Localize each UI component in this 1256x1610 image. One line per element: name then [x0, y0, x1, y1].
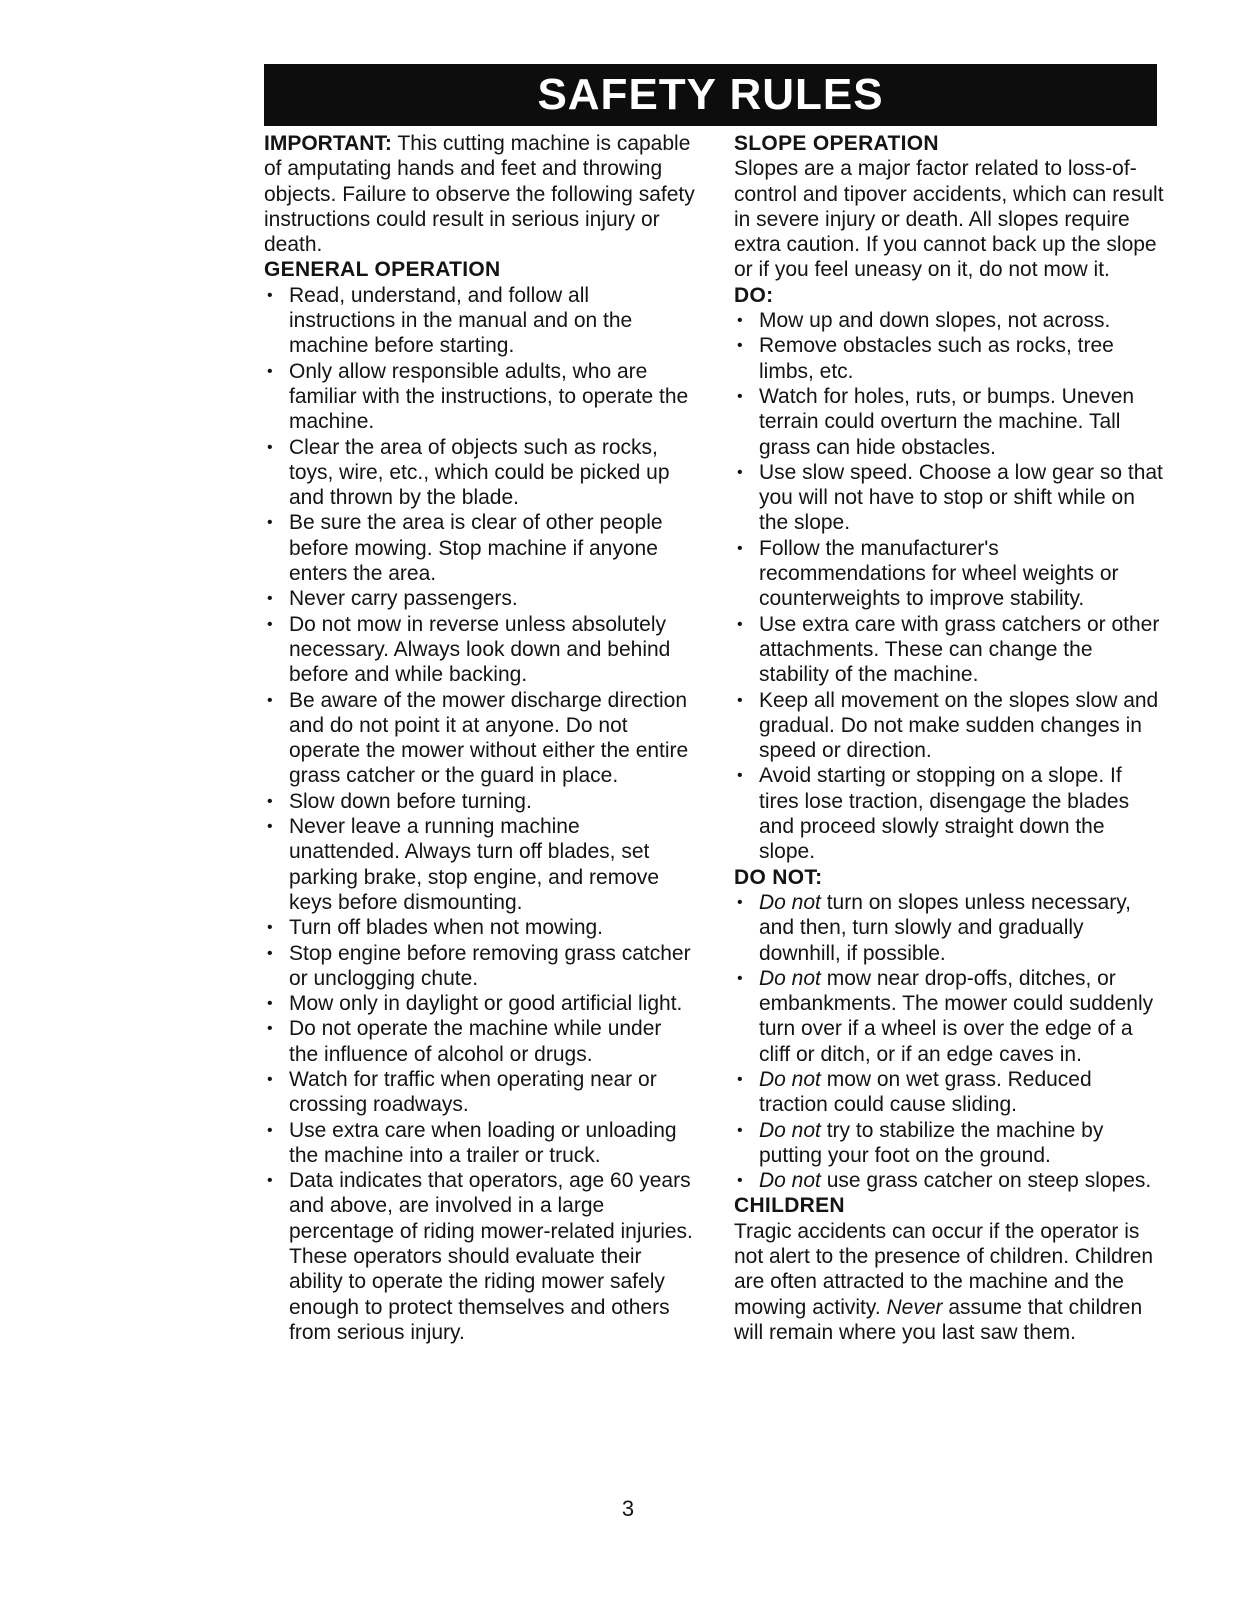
important-label: IMPORTANT: — [264, 132, 392, 155]
list-item-text: use grass catcher on steep slopes. — [820, 1169, 1152, 1193]
children-emphasis: Never — [886, 1295, 943, 1319]
list-item: • Mow up and down slopes, not across. — [734, 308, 1166, 333]
general-operation-list — [264, 283, 696, 1345]
list-item: • Read, understand, and follow all instructions in the manual and on the machine before starting. — [264, 283, 696, 359]
list-item: • Mow only in daylight or good artificial light. — [264, 991, 696, 1016]
important-notice — [264, 131, 696, 257]
list-item: • Use extra care when loading or unloading the machine into a trailer or truck. — [264, 1118, 696, 1169]
list-item: • Remove obstacles such as rocks, tree limbs, etc. — [734, 333, 1166, 384]
list-item-text: try to stabilize the machine by putting your foot on the ground. — [759, 1118, 1104, 1167]
list-item — [734, 1067, 1166, 1118]
children-text — [734, 1219, 1166, 1345]
list-item: • Use extra care with grass catchers or other attachments. These can change the stability of the machine. — [734, 612, 1166, 688]
do-not-emphasis: Do not — [759, 1169, 821, 1193]
important-text: This cutting machine is capable of amputating hands and feet and throwing objects. Failure to observe the following safety instructions could result in serious injury or death. — [264, 132, 695, 257]
list-item: • Be sure the area is clear of other people before mowing. Stop machine if anyone enters the area. — [264, 510, 696, 586]
list-item: • Follow the manufacturer's recommendations for wheel weights or counterweights to improve stability. — [734, 536, 1166, 612]
children-text-main: Tragic accidents can occur if the operator is not alert to the presence of children. Children are often attracted to the machine and the mowing activity. — [734, 1219, 1154, 1319]
do-not-emphasis: Do not — [759, 890, 821, 914]
list-item: • Never carry passengers. — [264, 586, 696, 611]
list-item-text: turn on slopes unless necessary, and then, turn slowly and gradually downhill, if possible. — [759, 890, 1131, 965]
do-list — [734, 308, 1166, 865]
list-item: • Only allow responsible adults, who are familiar with the instructions, to operate the machine. — [264, 359, 696, 435]
list-item: • Data indicates that operators, age 60 years and above, are involved in a large percentage of riding mower-related injuries. These operators should evaluate their ability to operate the riding mower safely enough to protect themselves and others from serious injury. — [264, 1168, 696, 1345]
list-item: • Do not operate the machine while under the influence of alcohol or drugs. — [264, 1016, 696, 1067]
page-title-banner: SAFETY RULES — [264, 64, 1157, 126]
list-item: • Watch for holes, ruts, or bumps. Uneven terrain could overturn the machine. Tall grass can hide obstacles. — [734, 384, 1166, 460]
children-text-end: assume that children will remain where you last saw them. — [734, 1295, 1143, 1344]
list-item-text: mow on wet grass. Reduced traction could cause sliding. — [759, 1067, 1092, 1117]
list-item: • Keep all movement on the slopes slow and gradual. Do not make sudden changes in speed or direction. — [734, 688, 1166, 764]
general-operation-heading: GENERAL OPERATION — [264, 258, 501, 282]
right-column — [734, 131, 1166, 1345]
do-not-emphasis: Do not — [759, 966, 821, 990]
do-not-emphasis: Do not — [759, 1118, 821, 1142]
list-item: • Watch for traffic when operating near or crossing roadways. — [264, 1067, 696, 1118]
do-not-heading: DO NOT: — [734, 865, 823, 889]
list-item-text: mow near drop-offs, ditches, or embankments. The mower could suddenly turn over if a wheel is over the edge of a cliff or ditch, or if an edge caves in. — [759, 966, 1154, 1066]
page-number: 3 — [621, 1496, 635, 1521]
do-not-list — [734, 890, 1166, 1194]
slope-operation-heading: SLOPE OPERATION — [734, 132, 939, 155]
list-item: • Turn off blades when not mowing. — [264, 915, 696, 940]
children-heading: CHILDREN — [734, 1194, 845, 1218]
do-not-emphasis: Do not — [759, 1067, 821, 1091]
list-item — [734, 1118, 1166, 1169]
list-item: • Clear the area of objects such as rocks, toys, wire, etc., which could be picked up and thrown by the blade. — [264, 435, 696, 511]
list-item: • Slow down before turning. — [264, 789, 696, 814]
list-item: • Stop engine before removing grass catcher or unclogging chute. — [264, 941, 696, 992]
do-heading: DO: — [734, 283, 774, 307]
slope-operation-intro: Slopes are a major factor related to loss-of-control and tipover accidents, which can result in severe injury or death. All slopes require extra caution. If you cannot back up the slope or if you feel uneasy on it, do not mow it. — [734, 157, 1164, 282]
list-item — [734, 1168, 1166, 1193]
list-item: • Be aware of the mower discharge direction and do not point it at anyone. Do not operate the mower without either the entire grass catcher or the guard in place. — [264, 688, 696, 789]
list-item — [734, 966, 1166, 1067]
left-column — [264, 131, 696, 1345]
list-item: • Use slow speed. Choose a low gear so that you will not have to stop or shift while on the slope. — [734, 460, 1166, 536]
list-item: • Never leave a running machine unattended. Always turn off blades, set parking brake, stop engine, and remove keys before dismounting. — [264, 814, 696, 915]
list-item: • Do not mow in reverse unless absolutely necessary. Always look down and behind before and while backing. — [264, 612, 696, 688]
list-item — [734, 890, 1166, 966]
list-item: • Avoid starting or stopping on a slope. If tires lose traction, disengage the blades and proceed slowly straight down the slope. — [734, 763, 1166, 864]
